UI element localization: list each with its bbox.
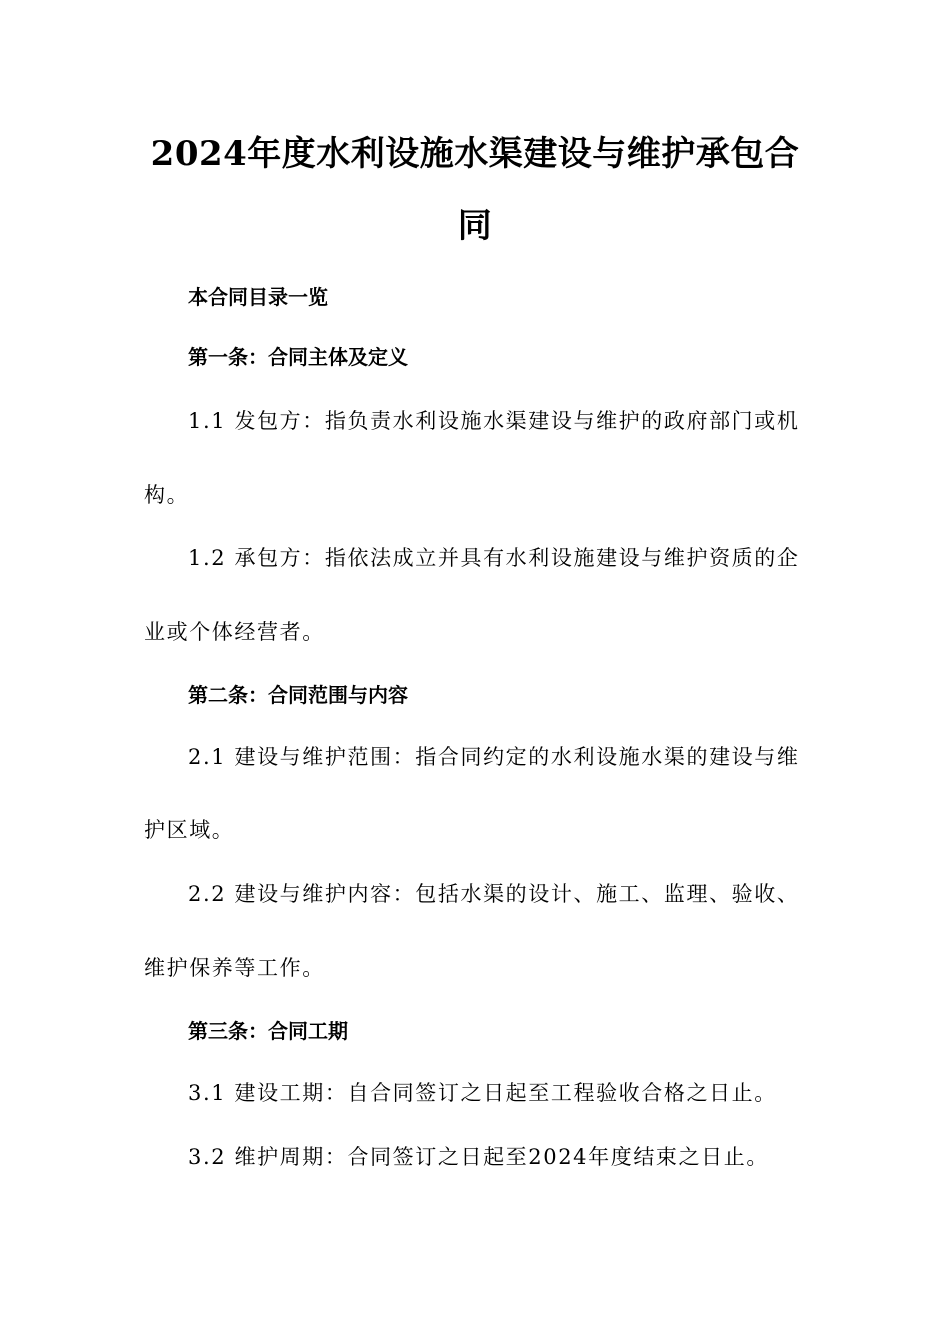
article-1-item-1-line-2: 构。 — [144, 483, 190, 507]
document-title-line-2: 同 — [457, 206, 493, 246]
article-2-item-2-line-1: 2.2 建设与维护内容：包括水渠的设计、施工、监理、验收、 — [188, 882, 800, 906]
article-1-item-1-line-1: 1.1 发包方：指负责水利设施水渠建设与维护的政府部门或机 — [188, 409, 800, 433]
article-2-item-1-line-1: 2.1 建设与维护范围：指合同约定的水利设施水渠的建设与维 — [188, 745, 800, 769]
article-2-item-2-line-2: 维护保养等工作。 — [144, 956, 325, 980]
article-2-item-1-line-2: 护区域。 — [144, 818, 235, 842]
article-2-heading: 第二条：合同范围与内容 — [188, 683, 408, 707]
document-title-line-1: 2024年度水利设施水渠建设与维护承包合 — [150, 134, 800, 174]
toc-heading: 本合同目录一览 — [188, 285, 328, 309]
article-1-item-2-line-1: 1.2 承包方：指依法成立并具有水利设施建设与维护资质的企 — [188, 546, 800, 570]
article-3-heading: 第三条：合同工期 — [188, 1019, 348, 1043]
article-1-item-2-line-2: 业或个体经营者。 — [144, 620, 325, 644]
article-3-item-1: 3.1 建设工期：自合同签订之日起至工程验收合格之日止。 — [188, 1081, 777, 1105]
article-3-item-2: 3.2 维护周期：合同签订之日起至2024年度结束之日止。 — [188, 1145, 769, 1169]
article-1-heading: 第一条：合同主体及定义 — [188, 345, 408, 369]
